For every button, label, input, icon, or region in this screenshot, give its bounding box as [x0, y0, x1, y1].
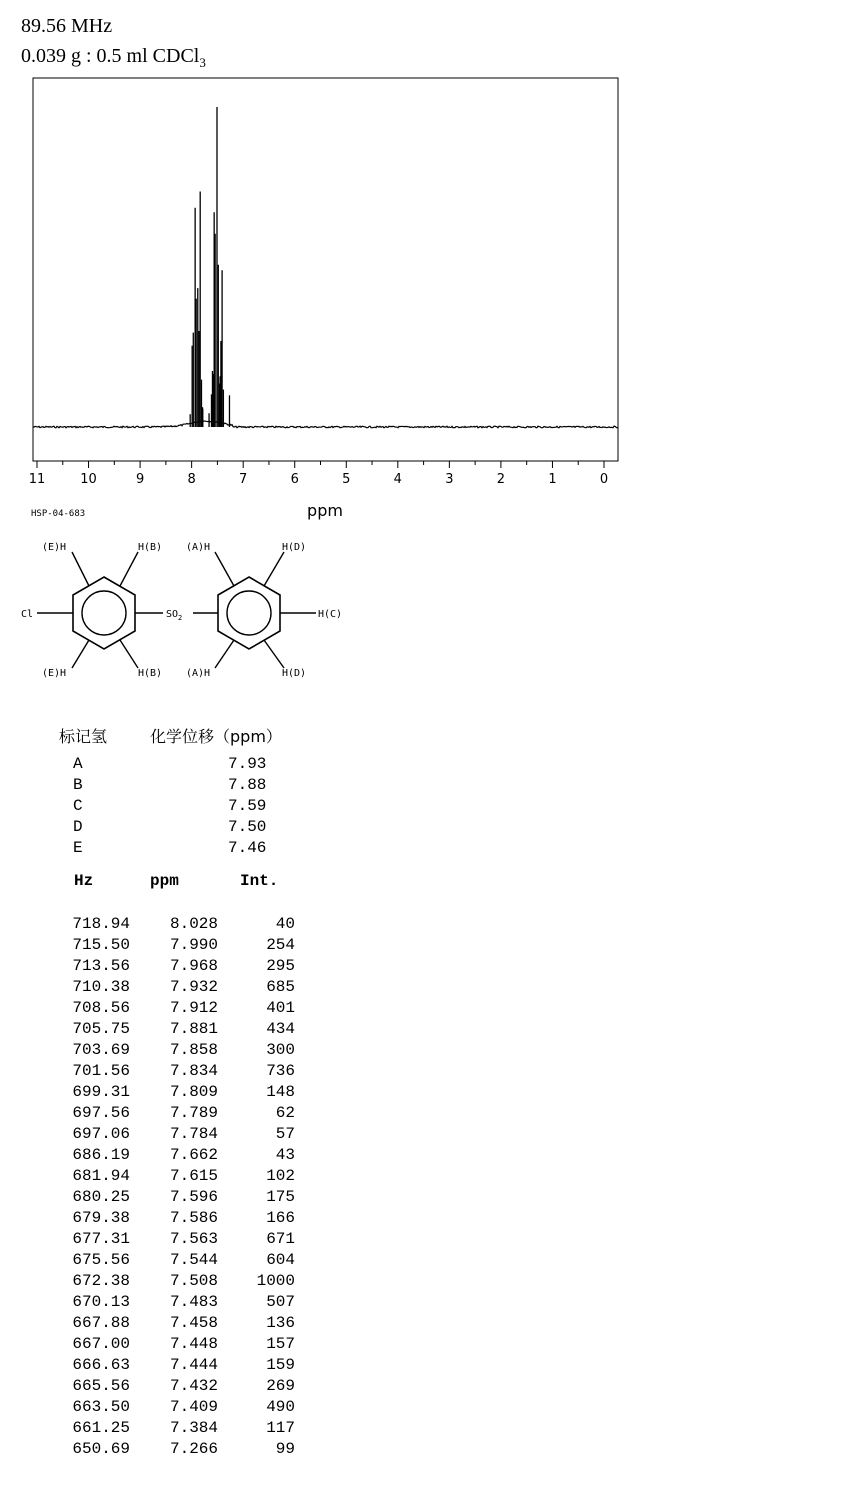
- peak-hz: 718.94: [72, 915, 130, 933]
- peak-int: 175: [266, 1188, 295, 1206]
- structure-labels: [21, 542, 342, 679]
- peak-table-header-int: Int.: [240, 872, 279, 890]
- label-a-top: (A)H: [186, 542, 211, 553]
- peak-ppm: 7.596: [169, 1188, 218, 1206]
- label-d-bottom: H(D): [282, 668, 307, 679]
- peak-hz: 686.19: [72, 1146, 130, 1164]
- peak-ppm: 7.834: [169, 1062, 218, 1080]
- peak-int: 40: [275, 915, 295, 933]
- assignment-label: A: [73, 755, 83, 773]
- peak-int: 295: [266, 957, 295, 975]
- assignment-shift: 7.88: [228, 776, 267, 794]
- spectrum-code: HSP-04-683: [31, 509, 86, 519]
- x-tick-label: 9: [135, 472, 145, 487]
- assignment-shift: 7.46: [228, 839, 267, 857]
- peak-ppm: 7.444: [169, 1356, 218, 1374]
- peak-hz: 705.75: [72, 1020, 130, 1038]
- peak-int: 136: [266, 1314, 295, 1332]
- peak-ppm: 7.662: [169, 1146, 218, 1164]
- nmr-spectrum-chart: [0, 70, 640, 530]
- assignment-label: D: [73, 818, 83, 836]
- assignment-header-label: 标记氢: [59, 727, 108, 746]
- x-axis-ticks: [37, 461, 604, 468]
- peak-int: 166: [266, 1209, 295, 1227]
- peak-hz: 715.50: [72, 936, 130, 954]
- x-tick-label: 8: [187, 472, 196, 487]
- x-tick-label: 2: [496, 472, 506, 487]
- peak-hz: 701.56: [72, 1062, 130, 1080]
- peak-hz: 697.06: [72, 1125, 130, 1143]
- label-e-bottom: (E)H: [42, 668, 67, 679]
- peak-hz: 670.13: [72, 1293, 130, 1311]
- x-tick-label: 0: [599, 472, 609, 487]
- peak-int: 159: [266, 1356, 295, 1374]
- peak-ppm: 7.809: [169, 1083, 218, 1101]
- assignment-label: B: [73, 776, 83, 794]
- peak-hz: 661.25: [72, 1419, 130, 1437]
- peak-int: 300: [266, 1041, 295, 1059]
- peak-ppm: 7.932: [169, 978, 218, 996]
- label-d-top: H(D): [282, 542, 307, 553]
- peak-int: 99: [275, 1440, 295, 1458]
- peak-int: 434: [266, 1020, 295, 1038]
- peak-hz: 667.00: [72, 1335, 130, 1353]
- peak-ppm: 7.615: [169, 1167, 218, 1185]
- label-chlorine: Cl: [21, 609, 34, 620]
- peak-int: 269: [266, 1377, 295, 1395]
- peak-ppm: 7.586: [169, 1209, 218, 1227]
- left-benzene-ring: [73, 577, 135, 649]
- assignment-shift: 7.50: [228, 818, 267, 836]
- peak-ppm: 7.990: [169, 936, 218, 954]
- peak-int: 117: [266, 1419, 295, 1437]
- assignment-label: C: [73, 797, 83, 815]
- peak-ppm: 7.448: [169, 1335, 218, 1353]
- peak-ppm: 7.384: [169, 1419, 218, 1437]
- peak-int: 148: [266, 1083, 295, 1101]
- peak-int: 401: [266, 999, 295, 1017]
- assignment-shift: 7.93: [228, 755, 267, 773]
- peak-hz: 650.69: [72, 1440, 130, 1458]
- spectrometer-frequency: 89.56 MHz: [21, 15, 113, 37]
- peak-hz: 677.31: [72, 1230, 130, 1248]
- peak-hz: 672.38: [72, 1272, 130, 1290]
- peak-int: 490: [266, 1398, 295, 1416]
- peak-int: 62: [275, 1104, 295, 1122]
- peak-ppm: 7.544: [169, 1251, 218, 1269]
- peak-ppm: 7.458: [169, 1314, 218, 1332]
- peak-int: 671: [266, 1230, 295, 1248]
- x-tick-label: 1: [548, 472, 557, 487]
- peak-ppm: 7.483: [169, 1293, 218, 1311]
- peak-ppm: 7.409: [169, 1398, 218, 1416]
- peak-table-header-ppm: ppm: [150, 872, 179, 890]
- x-tick-label: 7: [239, 472, 248, 487]
- peak-hz: 681.94: [72, 1167, 130, 1185]
- peak-hz: 710.38: [72, 978, 130, 996]
- assignment-shift: 7.59: [228, 797, 267, 815]
- spectrum-baseline: [33, 421, 618, 428]
- plot-frame: [33, 78, 618, 461]
- peak-int: 157: [266, 1335, 295, 1353]
- x-tick-label: 10: [80, 472, 97, 487]
- peak-hz: 667.88: [72, 1314, 130, 1332]
- peak-hz: 708.56: [72, 999, 130, 1017]
- label-a-bottom: (A)H: [186, 668, 211, 679]
- peak-ppm: 7.912: [169, 999, 218, 1017]
- peak-ppm: 7.858: [169, 1041, 218, 1059]
- label-e-top: (E)H: [42, 542, 67, 553]
- right-benzene-ring: [218, 577, 280, 649]
- peak-hz: 679.38: [72, 1209, 130, 1227]
- x-tick-label: 5: [342, 472, 351, 487]
- peak-hz: 665.56: [72, 1377, 130, 1395]
- peak-ppm: 7.784: [169, 1125, 218, 1143]
- peak-hz: 699.31: [72, 1083, 130, 1101]
- label-so2: [166, 609, 182, 622]
- label-b-bottom: H(B): [138, 668, 163, 679]
- peak-hz: 680.25: [72, 1188, 130, 1206]
- x-axis-label: ppm: [307, 501, 343, 520]
- x-tick-label: 11: [28, 472, 46, 487]
- peak-ppm: 7.789: [169, 1104, 218, 1122]
- peak-ppm: 7.508: [169, 1272, 218, 1290]
- molecule-structure: [0, 530, 380, 690]
- peak-hz: 663.50: [72, 1398, 130, 1416]
- peak-hz: 703.69: [72, 1041, 130, 1059]
- plot-border: [33, 78, 618, 461]
- peak-int: 736: [266, 1062, 295, 1080]
- peak-hz: 666.63: [72, 1356, 130, 1374]
- x-tick-label: 6: [290, 472, 299, 487]
- label-hc: H(C): [318, 609, 343, 620]
- sample-main: 0.039 g : 0.5 ml CDCl: [21, 45, 200, 67]
- peak-int: 43: [275, 1146, 295, 1164]
- assignment-header-shift: 化学位移（ppm）: [150, 727, 282, 746]
- label-b-top: H(B): [138, 542, 163, 553]
- peak-int: 604: [266, 1251, 295, 1269]
- peak-int: 507: [266, 1293, 295, 1311]
- peak-ppm: 7.968: [169, 957, 218, 975]
- peak-ppm: 7.881: [169, 1020, 218, 1038]
- peak-ppm: 7.266: [169, 1440, 218, 1458]
- peak-table-header-hz: Hz: [74, 872, 94, 890]
- x-tick-label: 3: [445, 472, 454, 487]
- peak-ppm: 8.028: [169, 915, 218, 933]
- peak-int: 254: [266, 936, 295, 954]
- x-tick-label: 4: [393, 472, 402, 487]
- peak-int: 57: [275, 1125, 295, 1143]
- spectrum-peaks: [190, 107, 229, 427]
- assignment-label: E: [73, 839, 83, 857]
- peak-hz: 713.56: [72, 957, 130, 975]
- sample-subscript: 3: [199, 55, 206, 70]
- peak-ppm: 7.432: [169, 1377, 218, 1395]
- peak-ppm: 7.563: [169, 1230, 218, 1248]
- peak-int: 102: [266, 1167, 295, 1185]
- x-axis-tick-labels: [29, 472, 608, 487]
- peak-hz: 675.56: [72, 1251, 130, 1269]
- peak-int: 685: [266, 978, 295, 996]
- peak-hz: 697.56: [72, 1104, 130, 1122]
- peak-int: 1000: [256, 1272, 295, 1290]
- label-so2-main: SO: [166, 609, 179, 620]
- label-so2-sub: 2: [178, 614, 183, 622]
